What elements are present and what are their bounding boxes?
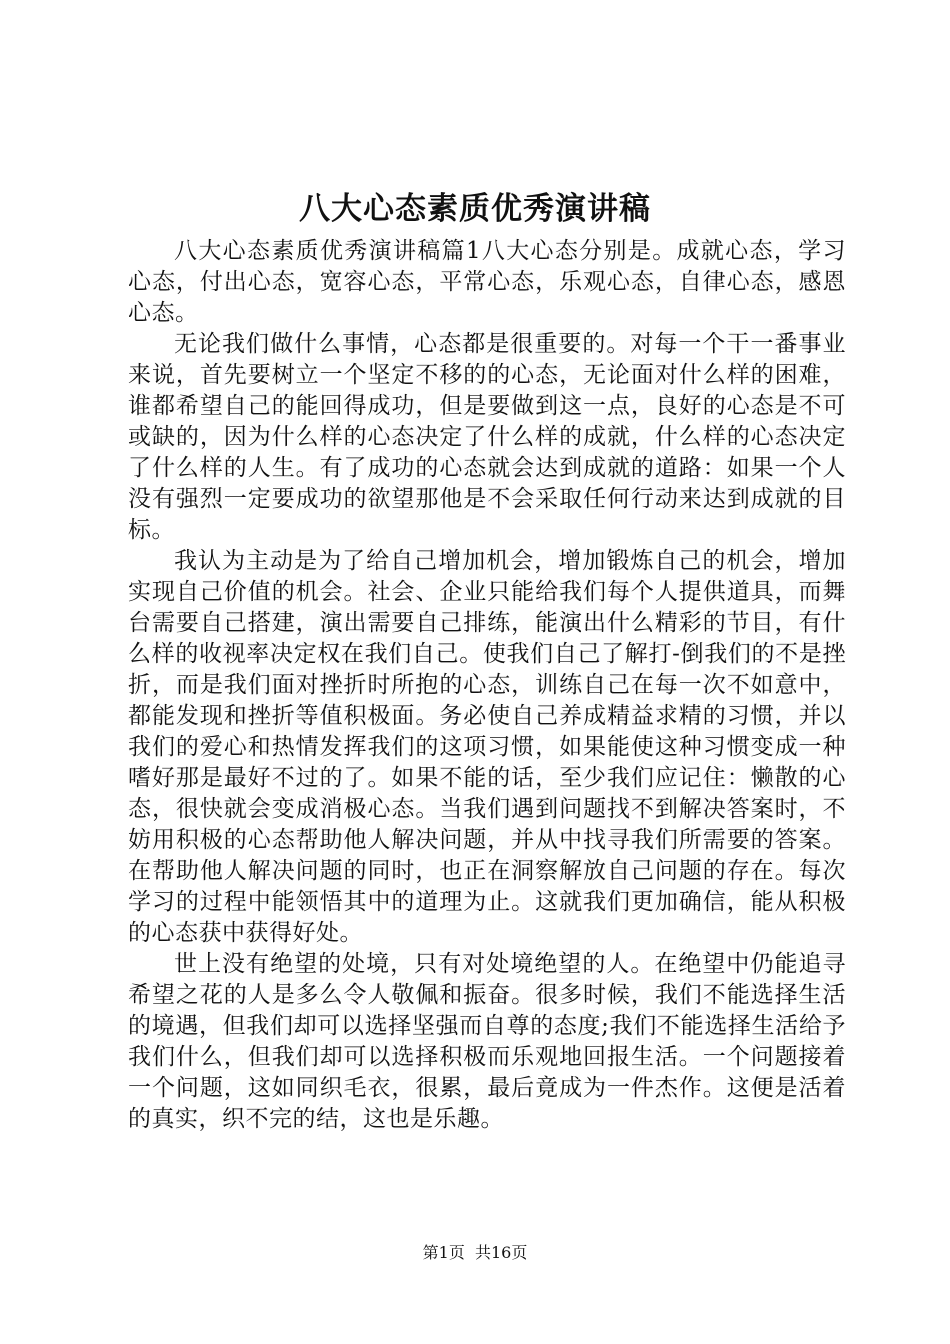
page-number-label: 第1页 共16页	[422, 1243, 528, 1262]
document-body	[128, 236, 846, 1135]
paragraph-3: 我认为主动是为了给自己增加机会，增加锻炼自己的机会，增加实现自己价值的机会。社会、企业只能给我们每个人提供道具，而舞台需要自己搭建，演出需要自己排练，能演出什么精彩的节目，有什么样的收视率决定权在我们自己。使我们自己了解打-倒我们的不是挫折，而是我们面对挫折时所抱的心态，训练自己在每一次不如意中，都能发现和挫折等值积极面。务必使自己养成精益求精的习惯，并以我们的爱心和热情发挥我们的这项习惯，如果能使这种习惯变成一种嗜好那是最好不过的了。如果不能的话，至少我们应记住：懒散的心态，很快就会变成消极心态。当我们遇到问题找不到解决答案时，不妨用积极的心态帮助他人解决问题，并从中找寻我们所需要的答案。在帮助他人解决问题的同时，也正在洞察解放自己问题的存在。每次学习的过程中能领悟其中的道理为止。这就我们更加确信，能从积极的心态获中获得好处。	[128, 548, 846, 946]
paragraph-2: 无论我们做什么事情，心态都是很重要的。对每一个干一番事业来说，首先要树立一个坚定不移的的心态，无论面对什么样的困难，谁都希望自己的能回得成功，但是要做到这一点，良好的心态是不可或缺的，因为什么样的心态决定了什么样的成就，什么样的心态决定了什么样的人生。有了成功的心态就会达到成就的道路：如果一个人没有强烈一定要成功的欲望那他是不会采取任何行动来达到成就的目标。	[128, 331, 846, 543]
page-footer	[0, 1241, 950, 1265]
document-title: 八大心态素质优秀演讲稿	[299, 191, 651, 227]
paragraph-1: 八大心态素质优秀演讲稿篇1八大心态分别是。成就心态，学习心态，付出心态，宽容心态，平常心态，乐观心态，自律心态，感恩心态。	[128, 238, 846, 326]
paragraph-4: 世上没有绝望的处境，只有对处境绝望的人。在绝望中仍能追寻希望之花的人是多么令人敬佩和振奋。很多时候，我们不能选择生活的境遇，但我们却可以选择坚强而自尊的态度;我们不能选择生活给予我们什么，但我们却可以选择积极而乐观地回报生活。一个问题接着一个问题，这如同织毛衣，很累，最后竟成为一件杰作。这便是活着的真实，织不完的结，这也是乐趣。	[128, 951, 846, 1132]
